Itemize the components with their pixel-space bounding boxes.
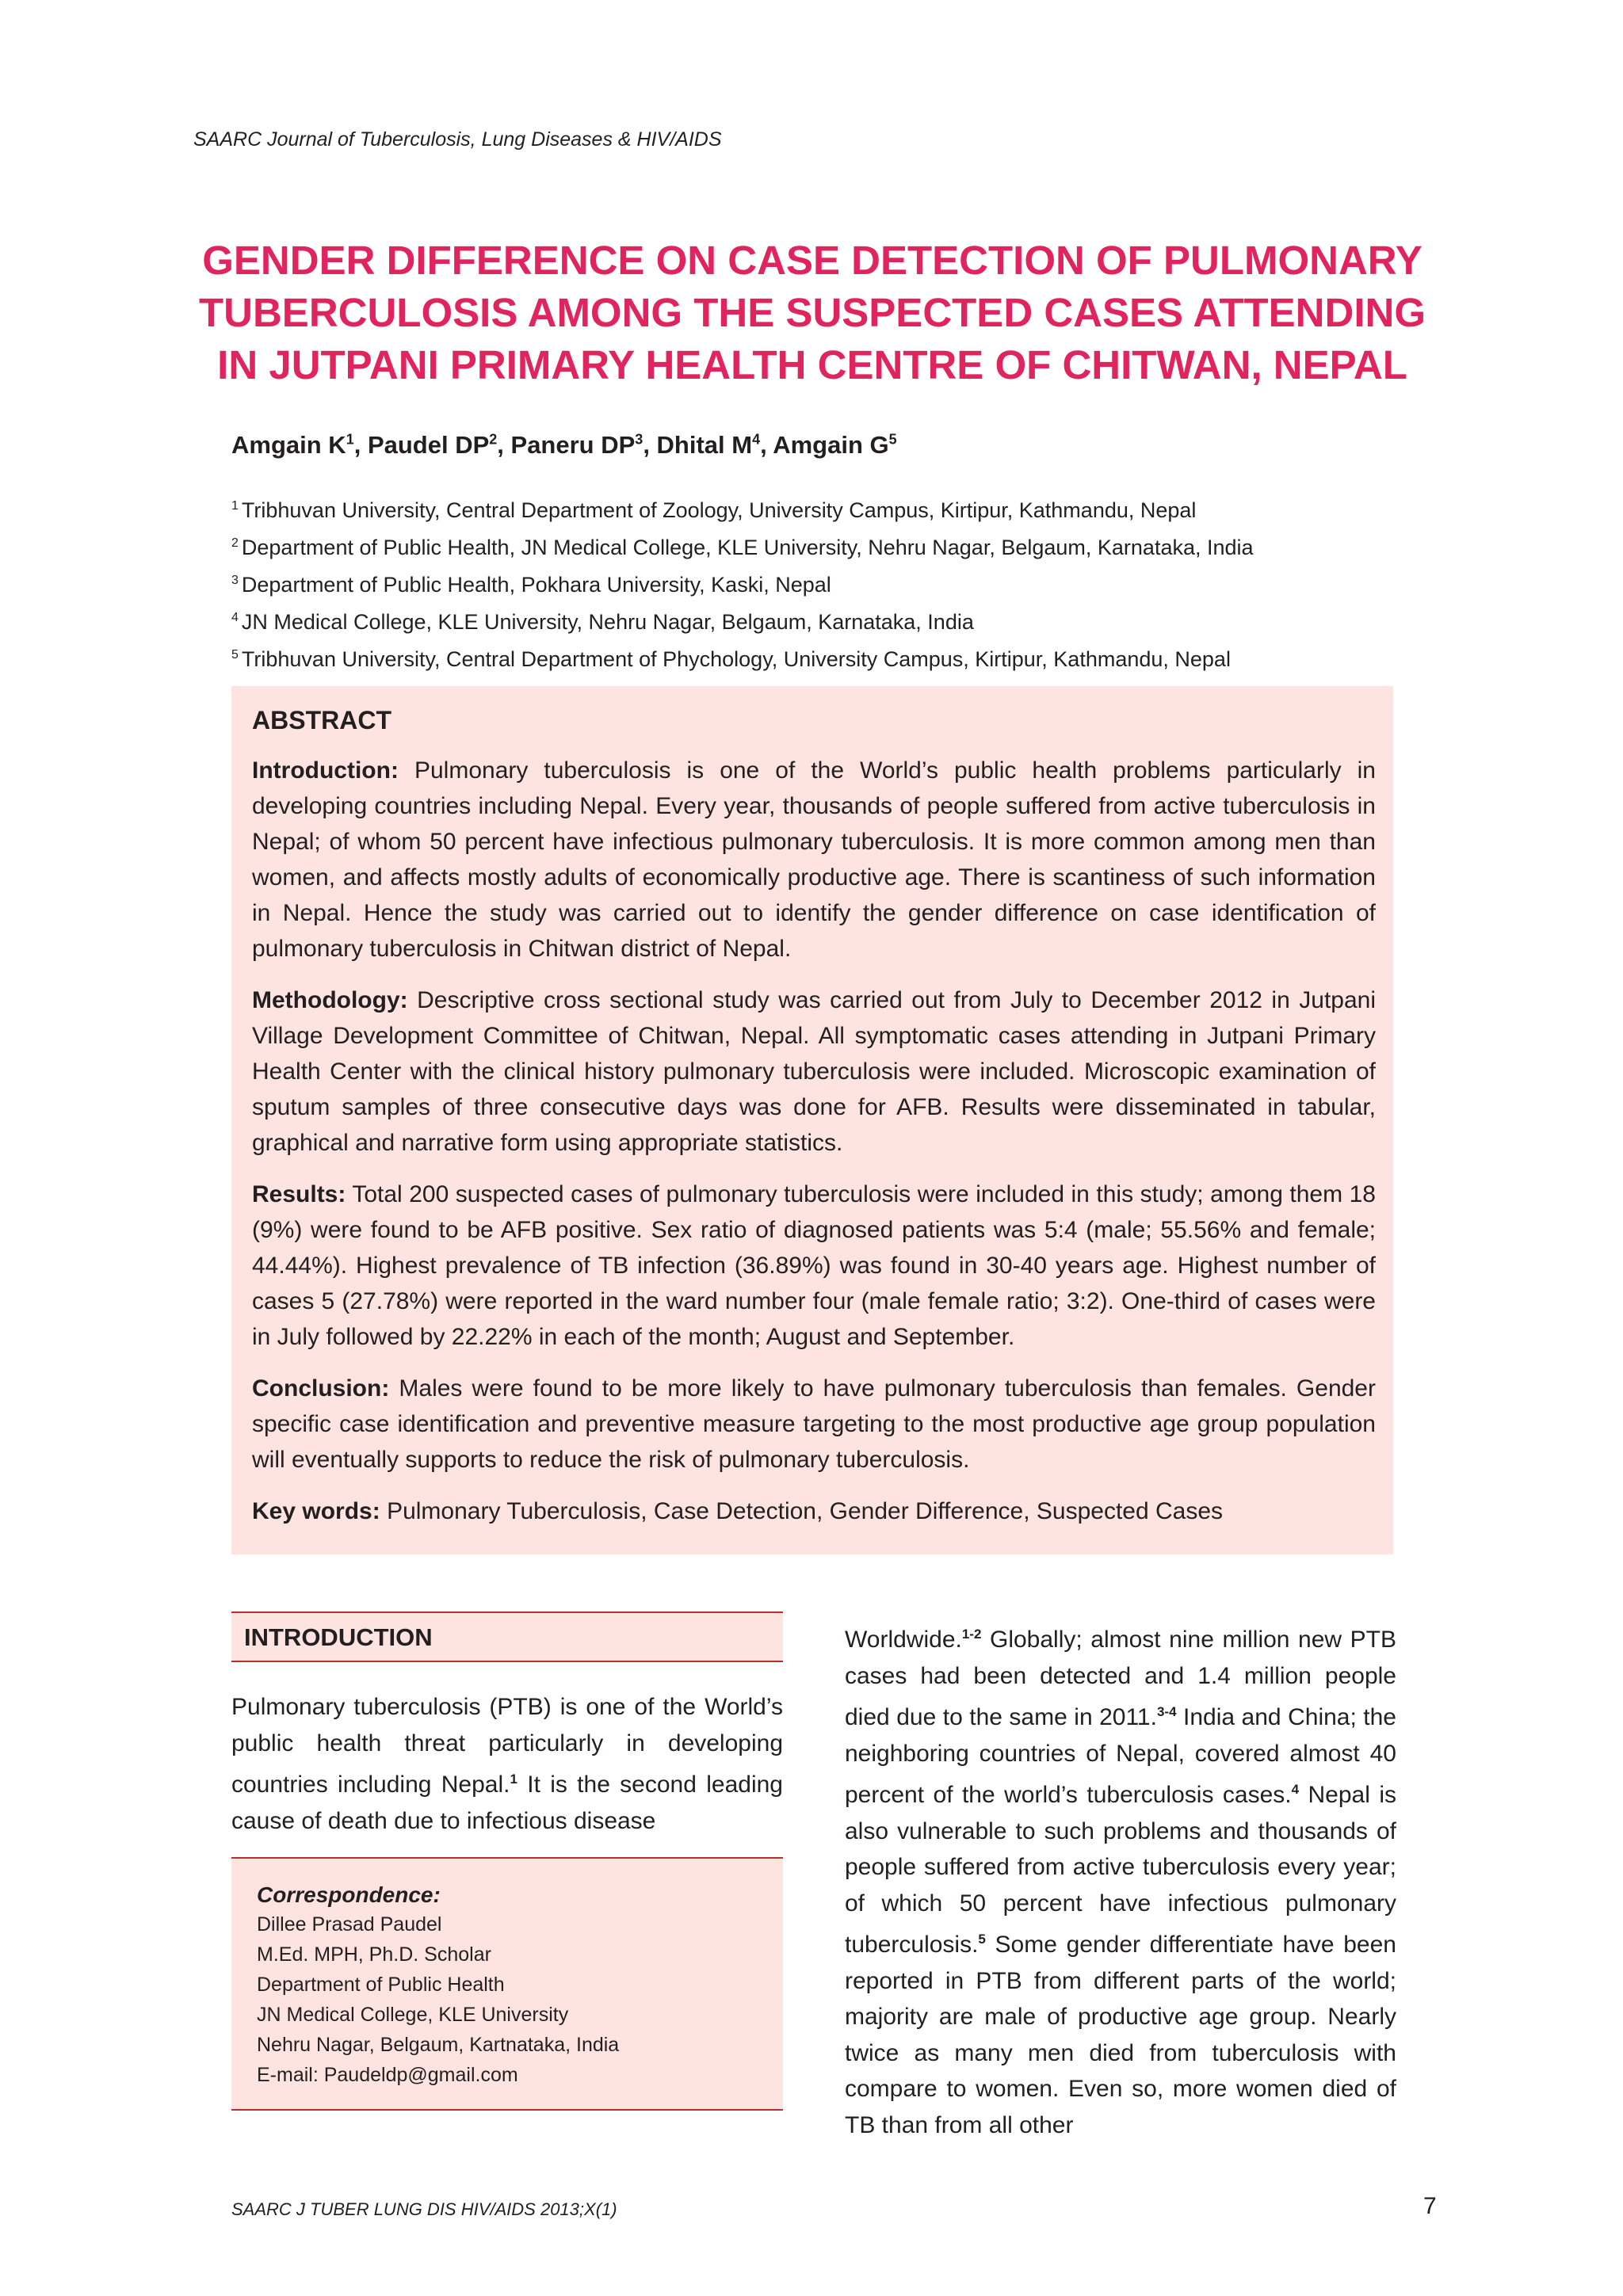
- correspondence-line: JN Medical College, KLE University: [257, 2004, 569, 2026]
- abstract-methodology: [252, 982, 1376, 1161]
- abstract-content: [252, 705, 1376, 1545]
- body-text: Nepal is also vulnerable to such problems and thousands of people suffered from active tuberculosis every year; of which 50 percent have infectious pulmonary tuberculosis.: [845, 1782, 1396, 1958]
- author-name: Amgain G: [773, 431, 889, 459]
- author-name: Dhital M: [656, 431, 753, 459]
- citation-marker: 4: [1291, 1782, 1300, 1797]
- author-list: [231, 431, 897, 460]
- affiliation-number: 5: [231, 648, 239, 662]
- affiliation: [231, 639, 1420, 676]
- abstract-conclusion: [252, 1371, 1376, 1478]
- title-line: GENDER DIFFERENCE ON CASE DETECTION OF PULMONARY: [202, 238, 1423, 283]
- body-text: India and China; the neighboring countries of Nepal, covered almost 40 percent of the world’s tuberculosis cases.: [845, 1704, 1396, 1808]
- footer-citation: SAARC J TUBER LUNG DIS HIV/AIDS 2013;X(1): [231, 2199, 617, 2219]
- correspondence-email: E-mail: Paudeldp@gmail.com: [257, 2064, 518, 2086]
- abstract-introduction: [252, 753, 1376, 967]
- correspondence-box: [231, 1857, 783, 2111]
- affiliation-text: JN Medical College, KLE University, Nehru Nagar, Belgaum, Karnataka, India: [241, 610, 974, 634]
- correspondence-line: Dillee Prasad Paudel: [257, 1913, 442, 1936]
- section-label: Methodology:: [252, 987, 408, 1013]
- abstract-heading: ABSTRACT: [252, 706, 391, 734]
- title-line: IN JUTPANI PRIMARY HEALTH CENTRE OF CHITWAN, NEPAL: [217, 342, 1407, 387]
- author: [511, 431, 657, 459]
- abstract-keywords: [252, 1493, 1376, 1529]
- affiliation-text: Department of Public Health, JN Medical College, KLE University, Nehru Nagar, Belgaum, Karnataka, India: [241, 536, 1254, 559]
- affiliation: [231, 564, 1420, 601]
- affiliation: [231, 490, 1420, 527]
- page-number: 7: [1423, 2193, 1437, 2219]
- section-label: Results:: [252, 1181, 346, 1207]
- section-text: Descriptive cross sectional study was carried out from July to December 2012 in Jutpani Village Development Committee of Chitwan, Nepal. All symptomatic cases attending in Jutpani Primary Health Center with the clinical history pulmonary tuberculosis were included. Microscopic examination of sputum samples of three consecutive days was done for AFB. Results were disseminated in tabular, graphical and narrative form using appropriate statistics.: [252, 987, 1377, 1156]
- body-text: It is the second leading cause of death due to infectious disease: [231, 1772, 783, 1834]
- body-text: Pulmonary tuberculosis (PTB) is one of the World’s public health threat particularly in developing countries including Nepal.: [231, 1694, 783, 1798]
- affiliation-number: 2: [231, 536, 239, 550]
- affiliation-text: Department of Public Health, Pokhara University, Kaski, Nepal: [241, 573, 831, 597]
- author-affil-number: 1: [346, 431, 354, 448]
- correspondence-line: Department of Public Health: [257, 1974, 505, 1996]
- introduction-continued-paragraph: [845, 1616, 1396, 2143]
- section-label: Introduction:: [252, 757, 399, 784]
- abstract-box: [231, 686, 1393, 1554]
- affiliation-number: 4: [231, 611, 239, 624]
- affiliation-text: Tribhuvan University, Central Department of Zoology, University Campus, Kirtipur, Kathmandu, Nepal: [241, 498, 1197, 522]
- section-label: Key words:: [252, 1498, 380, 1524]
- citation-marker: 5: [978, 1932, 986, 1947]
- introduction-paragraph: [231, 1689, 783, 1839]
- citation-marker: 3-4: [1156, 1704, 1177, 1719]
- author-separator: ,: [643, 431, 657, 459]
- correspondence-line: Nehru Nagar, Belgaum, Kartnataka, India: [257, 2034, 620, 2056]
- author-affil-number: 4: [752, 431, 761, 448]
- author: [368, 431, 511, 459]
- section-text: Pulmonary Tuberculosis, Case Detection, Gender Difference, Suspected Cases: [387, 1498, 1224, 1524]
- correspondence-content: [257, 1881, 619, 2090]
- section-text: Total 200 suspected cases of pulmonary tuberculosis were included in this study; among them 18 (9%) were found to be AFB positive. Sex ratio of diagnosed patients was 5:4 (male; 55.56% and female; 44.44%). Highest prevalence of TB infection (36.89%) was found in 30-40 years age. Highest number of cases 5 (27.78%) were reported in the ward number four (male female ratio; 3:2). One-third of cases were in July followed by 22.22% in each of the month; August and September.: [252, 1181, 1376, 1350]
- author: [231, 431, 368, 459]
- left-column: [231, 1611, 783, 1839]
- affiliation-list: [231, 490, 1420, 676]
- section-text: Pulmonary tuberculosis is one of the World’s public health problems particularly in developing countries including Nepal. Every year, thousands of people suffered from active tuberculosis in Nepal; of whom 50 percent have infectious pulmonary tuberculosis. It is more common among men than women, and affects mostly adults of economically productive age. There is scantiness of such information in Nepal. Hence the study was carried out to identify the gender difference on case identification of pulmonary tuberculosis in Chitwan district of Nepal.: [252, 757, 1376, 962]
- right-column: [845, 1616, 1396, 2143]
- article-title: [158, 235, 1466, 391]
- affiliation: [231, 601, 1420, 639]
- affiliation-number: 3: [231, 574, 239, 587]
- section-label: Conclusion:: [252, 1375, 390, 1402]
- author-affil-number: 3: [635, 431, 643, 448]
- citation-marker: 1: [510, 1772, 517, 1787]
- introduction-heading: INTRODUCTION: [244, 1623, 433, 1651]
- author-separator: ,: [760, 431, 773, 459]
- author-affil-number: 5: [888, 431, 897, 448]
- title-line: TUBERCULOSIS AMONG THE SUSPECTED CASES ATTENDING: [198, 290, 1426, 335]
- correspondence-title: Correspondence:: [257, 1882, 441, 1907]
- author-name: Paudel DP: [367, 431, 490, 459]
- body-text: Worldwide.: [845, 1627, 962, 1653]
- author-separator: ,: [497, 431, 511, 459]
- affiliation-number: 1: [231, 499, 239, 513]
- section-text: Males were found to be more likely to have pulmonary tuberculosis than females. Gender specific case identification and preventive measure targeting to the most productive age group population will eventually supports to reduce the risk of pulmonary tuberculosis.: [252, 1375, 1376, 1473]
- author-affil-number: 2: [489, 431, 498, 448]
- body-text: Globally; almost nine million new PTB cases had been detected and 1.4 million people died due to the same in 2011.: [845, 1627, 1396, 1730]
- body-text: Some gender differentiate have been reported in PTB from different parts of the world; majority are male of productive age group. Nearly twice as many men died from tuberculosis with compare to women. Even so, more women died of TB than from all other: [845, 1932, 1396, 2138]
- introduction-heading-bar: [231, 1611, 783, 1662]
- affiliation-text: Tribhuvan University, Central Department of Phychology, University Campus, Kirtipur, Kathmandu, Nepal: [241, 647, 1231, 671]
- author-name: Paneru DP: [510, 431, 636, 459]
- author-name: Amgain K: [231, 431, 346, 459]
- running-head: SAARC Journal of Tuberculosis, Lung Diseases & HIV/AIDS: [193, 128, 722, 151]
- abstract-results: [252, 1177, 1376, 1355]
- author: [773, 431, 896, 459]
- correspondence-line: M.Ed. MPH, Ph.D. Scholar: [257, 1943, 491, 1966]
- affiliation: [231, 527, 1420, 564]
- citation-marker: 1-2: [961, 1627, 982, 1642]
- author-separator: ,: [353, 431, 368, 459]
- author: [657, 431, 773, 459]
